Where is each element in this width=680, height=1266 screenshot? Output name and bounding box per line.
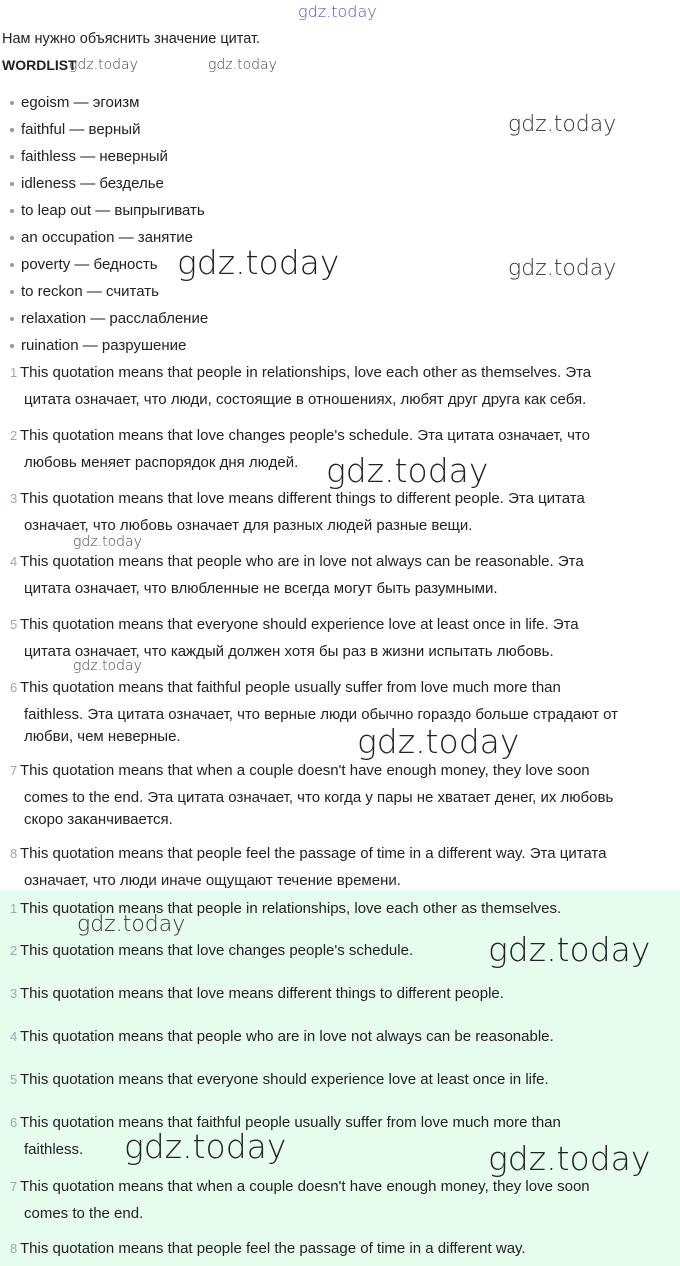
answer-text: This quotation means that when a couple doesn't have enough money, they love soon [20,1178,590,1195]
answer-text: This quotation means that people in relationships, love each other as themselves. Эта [20,364,592,381]
answer-text: This quotation means that everyone should experience love at least once in life. Эта [20,616,579,633]
answer-number: 1 [10,365,18,380]
answer-number: 2 [10,428,18,443]
bullet-icon [10,128,14,132]
answer-item [0,1066,670,1094]
watermark: gdz.today [69,57,138,73]
watermark: gdz.today [508,256,617,281]
answer-item [0,1173,670,1227]
answer-text: любви, чем неверные. [24,728,181,745]
answer-text: This quotation means that love changes people's schedule. [20,942,414,959]
answer-text: цитата означает, что люди, состоящие в отношениях, любят друг друга как себя. [24,391,587,408]
watermark: gdz.today [508,112,617,137]
answer-text: faithless. [24,1141,84,1158]
answer-number: 8 [10,1241,18,1256]
answer-text: This quotation means that people who are in love not always can be reasonable. Эта [20,553,584,570]
watermark: gdz.today [357,722,520,761]
answer-text: This quotation means that people who are in love not always can be reasonable. [20,1028,554,1045]
word-entry: to reckon — считать [21,283,159,300]
list-item [10,335,208,362]
watermark: gdz.today [488,930,651,969]
list-item [10,119,208,146]
answer-item [0,1235,670,1263]
answer-number: 5 [10,1072,18,1087]
answer-number: 4 [10,554,18,569]
list-item [10,146,208,173]
watermark: gdz.today [177,243,340,282]
answer-item [0,548,670,602]
watermark: gdz.today [73,658,142,674]
answer-text: This quotation means that love changes people's schedule. Эта цитата означает, что [20,427,590,444]
answer-number: 7 [10,763,18,778]
bullet-icon [10,263,14,267]
answer-text: This quotation means that everyone should experience love at least once in life. [20,1071,549,1088]
word-entry: relaxation — расслабление [21,310,209,327]
watermark: gdz.today [488,1139,651,1178]
answer-number: 3 [10,491,18,506]
answer-text: comes to the end. Эта цитата означает, что когда у пары не хватает денег, их любовь [24,789,614,806]
list-item [10,308,208,335]
word-entry: faithless — неверный [21,148,168,165]
answer-item [0,674,670,746]
word-entry: poverty — бедность [21,256,158,273]
answer-text: This quotation means that love means different things to different people. [20,985,504,1002]
answer-text: This quotation means that faithful people usually suffer from love much more than [20,1114,561,1131]
answer-item [0,359,670,413]
answer-text: любовь меняет распорядок дня людей. [24,454,299,471]
watermark: gdz.today [298,2,377,21]
answer-text: faithless. Эта цитата означает, что верные люди обычно гораздо больше страдают от [24,706,619,723]
answer-text: This quotation means that people in relationships, love each other as themselves. [20,900,562,917]
wordlist-heading: WORDLIST [2,57,77,73]
intro-text: Нам нужно объяснить значение цитат. [2,31,261,47]
answer-text: This quotation means that when a couple doesn't have enough money, they love soon [20,762,590,779]
answer-number: 3 [10,986,18,1001]
bullet-icon [10,209,14,213]
word-entry: an occupation — занятие [21,229,193,246]
answer-number: 4 [10,1029,18,1044]
answer-number: 8 [10,846,18,861]
list-item [10,173,208,200]
word-list [10,92,208,362]
answer-text: скоро заканчивается. [24,811,173,828]
word-entry: idleness — безделье [21,175,164,192]
word-entry: ruination — разрушение [21,337,187,354]
bullet-icon [10,182,14,186]
answer-text: означает, что любовь означает для разных людей разные вещи. [24,517,473,534]
word-entry: to leap out — выпрыгивать [21,202,205,219]
answer-text: comes to the end. [24,1205,144,1222]
answer-item [0,1023,670,1051]
answer-number: 5 [10,617,18,632]
answer-text: цитата означает, что каждый должен хотя бы раз в жизни испытать любовь. [24,643,554,660]
answer-number: 1 [10,901,18,916]
answer-item [0,840,670,894]
answer-text: This quotation means that people feel the passage of time in a different way. Эта цитата [20,845,607,862]
list-item [10,281,208,308]
watermark: gdz.today [73,534,142,550]
watermark: gdz.today [124,1127,287,1166]
answer-number: 2 [10,943,18,958]
list-item [10,200,208,227]
answer-number: 6 [10,1115,18,1130]
answer-number: 6 [10,680,18,695]
word-entry: egoism — эгоизм [21,94,140,111]
answer-text: This quotation means that people feel the passage of time in a different way. [20,1240,526,1257]
bullet-icon [10,344,14,348]
answer-item [0,611,670,665]
answer-text: This quotation means that love means different things to different people. Эта цитата [20,490,585,507]
answer-item [0,485,670,539]
bullet-icon [10,236,14,240]
answer-number: 7 [10,1179,18,1194]
answer-text: означает, что люди иначе ощущают течение времени. [24,872,401,889]
bullet-icon [10,155,14,159]
answer-item [0,757,670,829]
bullet-icon [10,101,14,105]
watermark: gdz.today [326,451,489,490]
answer-text: цитата означает, что влюбленные не всегда могут быть разумными. [24,580,498,597]
answer-text: This quotation means that faithful people usually suffer from love much more than [20,679,561,696]
bullet-icon [10,317,14,321]
word-entry: faithful — верный [21,121,141,138]
bullet-icon [10,290,14,294]
list-item [10,92,208,119]
answer-item [0,980,670,1008]
watermark: gdz.today [208,57,277,73]
watermark: gdz.today [77,912,186,937]
